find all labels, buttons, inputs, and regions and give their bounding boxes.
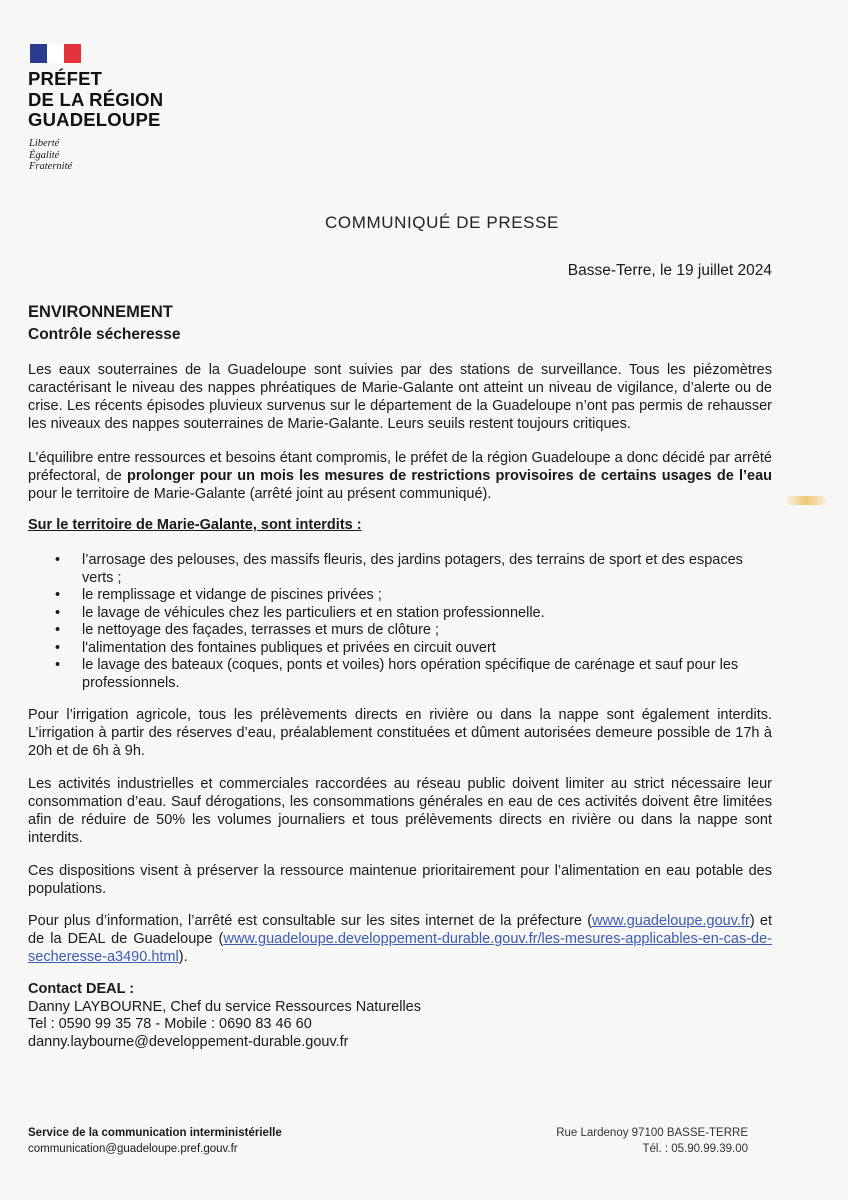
footer-service (28, 1125, 282, 1157)
paragraph-irrigation: Pour l’irrigation agricole, tous les prélèvements directs en rivière ou dans la nappe sont également interdits. L’irrigation à partir des réserves d’eau, préalablement constituées et dûment autorisées demeure possible de 17h à 20h et de 6h à 9h. (28, 707, 772, 759)
paragraph-decision (28, 449, 772, 503)
bullet-icon: • (55, 552, 61, 568)
list-item-text: le nettoyage des façades, terrasses et murs de clôture ; (82, 622, 440, 638)
contact-heading: Contact DEAL : (28, 981, 135, 997)
deal-link[interactable]: www.guadeloupe.developpement-durable.gouv.fr/les-mesures-applicables-en-cas-de-secheresse-a3490.html (28, 931, 772, 965)
paragraph-industry: Les activités industrielles et commerciales raccordées au réseau public doivent limiter au strict nécessaire leur consommation d’eau. Sauf dérogations, les consommations générales en eau de ces activités doivent être limitées afin de réduire de 50% les volumes journaliers et tous prélèvements directs en rivière ou dans la nappe sont interdits. (28, 776, 772, 846)
section-heading: ENVIRONNEMENT (28, 303, 173, 321)
contact-name: Danny LAYBOURNE, Chef du service Ressources Naturelles (28, 998, 422, 1015)
contact-email: danny.laybourne@developpement-durable.gouv.fr (28, 1033, 349, 1050)
list-item (28, 587, 772, 605)
list-item-text: le lavage de véhicules chez les particuliers et en station professionnelle. (82, 604, 545, 621)
paragraph-groundwater: Les eaux souterraines de la Guadeloupe sont suivies par des stations de surveillance. Tous les piézomètres caractérisant le niveau des nappes phréatiques de Marie-Galante ont atteint un niveau de vigilance, d’alerte ou de crise. Les récents épisodes pluvieux survenus sur le département de la Guadeloupe n’ont pas permis de rehausser les niveaux des nappes souterraines de Marie-Galante. Leurs seuils restent toujours critiques. (28, 362, 772, 432)
authority-block (28, 69, 163, 131)
list-item (28, 657, 772, 692)
interdits-heading: Sur le territoire de Marie-Galante, sont interdits : (28, 517, 362, 533)
list-item (28, 605, 772, 623)
contact-block (28, 981, 421, 1051)
more-info-end: ). (178, 949, 188, 965)
motto-egalite: Égalité (29, 149, 60, 161)
decision-text-bold: prolonger pour un mois les mesures de restrictions provisoires de certains usages de l’eau (127, 468, 772, 484)
bullet-icon: • (55, 622, 61, 638)
list-item-text: l'alimentation des fontaines publiques et privées en circuit ouvert (82, 639, 496, 656)
decision-text-start: L’équilibre entre ressources et besoins étant compromis, le préfet de la région Guadeloupe a donc décidé par arrêté préfectoral, de (28, 450, 772, 484)
footer-service-email: communication@guadeloupe.pref.gouv.fr (28, 1143, 238, 1155)
footer-service-name: Service de la communication interministérielle (28, 1127, 282, 1139)
footer-phone: Tél. : 05.90.99.39.00 (642, 1143, 748, 1155)
bullet-icon: • (55, 604, 61, 621)
list-item (28, 640, 772, 658)
more-info-mid: ) et de la DEAL de Guadeloupe ( (28, 913, 772, 947)
prefecture-link[interactable]: www.guadeloupe.gouv.fr (592, 913, 750, 929)
footer-address-line: Rue Lardenoy 97100 BASSE-TERRE (556, 1127, 748, 1139)
list-item-text: le lavage des bateaux (coques, ponts et voiles) hors opération spécifique de carénage et sauf pour les professionnels. (82, 657, 739, 691)
authority-line-2: DE LA RÉGION (28, 88, 164, 110)
interdits-heading-wrap (28, 516, 772, 534)
highlighter-mark (786, 496, 826, 505)
motto-fraternite: Fraternité (29, 161, 73, 172)
bullet-icon: • (55, 657, 61, 673)
paragraph-more-info (28, 912, 772, 966)
list-item-text: l’arrosage des pelouses, des massifs fleuris, des jardins potagers, des terrains de sport et des espaces verts ; (82, 552, 743, 586)
authority-line-1: PRÉFET (28, 68, 103, 89)
list-item (28, 552, 772, 587)
list-item-text: le remplissage et vidange de piscines privées ; (82, 587, 382, 603)
motto-liberte: Liberté (29, 138, 60, 149)
bullet-icon: • (55, 587, 61, 603)
contact-phone: Tel : 0590 99 35 78 - Mobile : 0690 83 46 60 (28, 1016, 312, 1032)
authority-line-3: GUADELOUPE (28, 109, 161, 130)
bullet-icon: • (55, 639, 61, 656)
decision-text-end: pour le territoire de Marie-Galante (arrêté joint au présent communiqué). (28, 486, 492, 502)
more-info-start: Pour plus d’information, l’arrêté est consultable sur les sites internet de la préfecture ( (28, 913, 593, 929)
marianne-flag-logo (30, 44, 81, 63)
footer-address (556, 1125, 748, 1157)
paragraph-priority: Ces dispositions visent à préserver la ressource maintenue prioritairement pour l’alimentation en eau potable des populations. (28, 863, 772, 897)
list-item (28, 622, 772, 640)
republic-motto (29, 138, 72, 173)
subject-heading: Contrôle sécheresse (28, 326, 181, 343)
document-type-title: COMMUNIQUÉ DE PRESSE (325, 213, 559, 232)
restrictions-list (28, 552, 772, 692)
date-line: Basse-Terre, le 19 juillet 2024 (567, 262, 772, 279)
